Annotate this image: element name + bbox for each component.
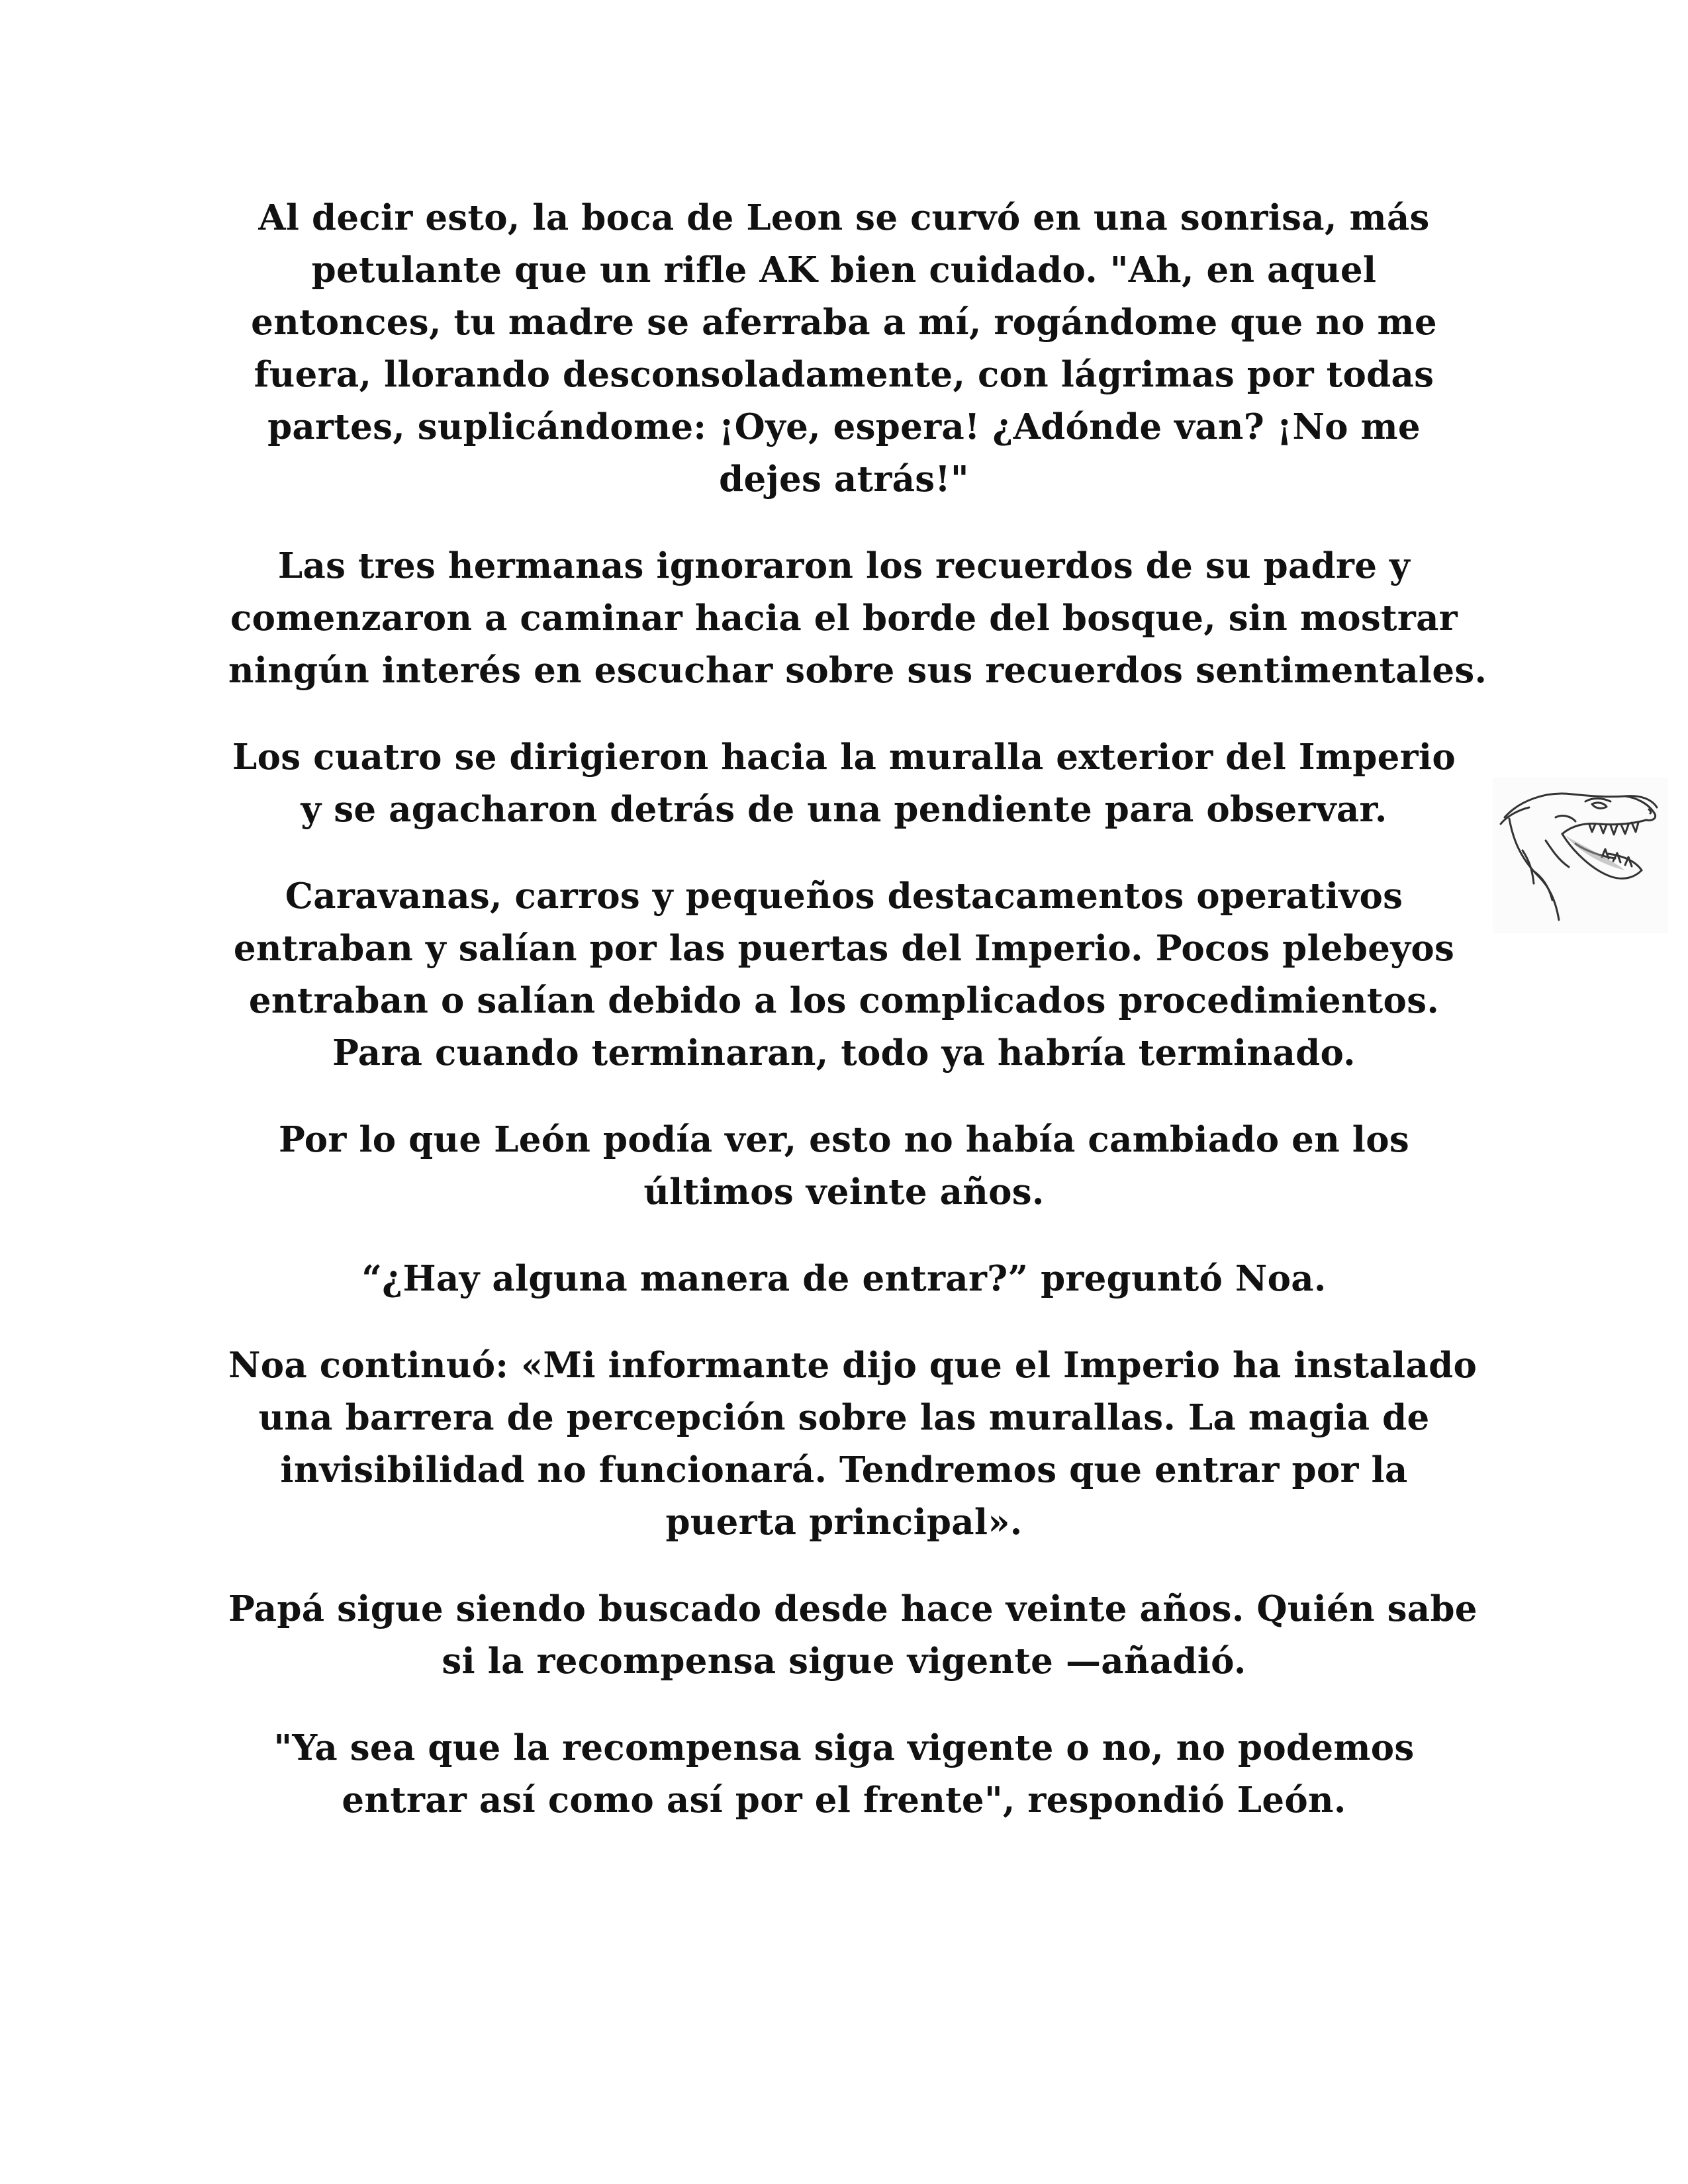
paragraph [228, 1340, 1477, 1549]
paragraph-line: Papá sigue siendo buscado desde hace veinte años. Quién sabe [228, 1588, 1477, 1629]
paragraph-line: una barrera de percepción sobre las murallas. La magia de [258, 1397, 1430, 1438]
paragraph-line: Por lo que León podía ver, esto no había cambiado en los [278, 1119, 1409, 1160]
paragraph-line: últimos veinte años. [643, 1171, 1045, 1212]
paragraph-line: "Ya sea que la recompensa siga vigente o no, no podemos [273, 1727, 1415, 1768]
paragraph-line: invisibilidad no funcionará. Tendremos que entrar por la [280, 1449, 1408, 1490]
paragraph-line: Las tres hermanas ignoraron los recuerdos de su padre y [277, 545, 1411, 586]
paragraph-line: Para cuando terminaran, todo ya habría terminado. [332, 1032, 1356, 1073]
paragraph-line: partes, suplicándome: ¡Oye, espera! ¿Adónde van? ¡No me [267, 406, 1421, 447]
paragraph-line: petulante que un rifle AK bien cuidado. "Ah, en aquel [311, 250, 1377, 291]
paragraph-line: entonces, tu madre se aferraba a mí, rogándome que no me [251, 302, 1437, 343]
paragraph [228, 1583, 1477, 1688]
paragraph [228, 1114, 1460, 1218]
paragraph-line: Noa continuó: «Mi informante dijo que el Imperio ha instalado [228, 1345, 1477, 1386]
paragraph-line: entrar así como así por el frente", respondió León. [342, 1780, 1346, 1821]
paragraph [228, 540, 1487, 697]
paragraph-line: comenzaron a caminar hacia el borde del bosque, sin mostrar [230, 598, 1458, 639]
paragraph [228, 1253, 1460, 1305]
paragraph-line: si la recompensa sigue vigente —añadió. [442, 1641, 1246, 1682]
paragraph-line: y se agacharon detrás de una pendiente para observar. [301, 789, 1387, 830]
paragraph-line: “¿Hay alguna manera de entrar?” preguntó Noa. [361, 1258, 1327, 1299]
paragraph-line: puerta principal». [665, 1502, 1023, 1543]
paragraph-line: fuera, llorando desconsoladamente, con lágrimas por todas [254, 354, 1434, 395]
paragraph-line: entraban y salían por las puertas del Imperio. Pocos plebeyos [233, 928, 1455, 969]
paragraph-line: Al decir esto, la boca de Leon se curvó en una sonrisa, más [258, 197, 1430, 238]
paragraph-line: entraban o salían debido a los complicados procedimientos. [248, 980, 1440, 1021]
paragraph [228, 192, 1460, 506]
text-column [228, 192, 1487, 1861]
paragraph [228, 731, 1460, 836]
paragraph-line: Los cuatro se dirigieron hacia la muralla exterior del Imperio [232, 737, 1456, 778]
dinosaur-sketch-icon [1493, 778, 1668, 933]
paragraph-line: dejes atrás!" [719, 459, 969, 500]
paragraph-line: Caravanas, carros y pequeños destacamentos operativos [285, 876, 1403, 917]
paragraph [228, 870, 1460, 1079]
paragraph-line: ningún interés en escuchar sobre sus recuerdos sentimentales. [228, 650, 1487, 691]
paragraph [228, 1722, 1460, 1827]
